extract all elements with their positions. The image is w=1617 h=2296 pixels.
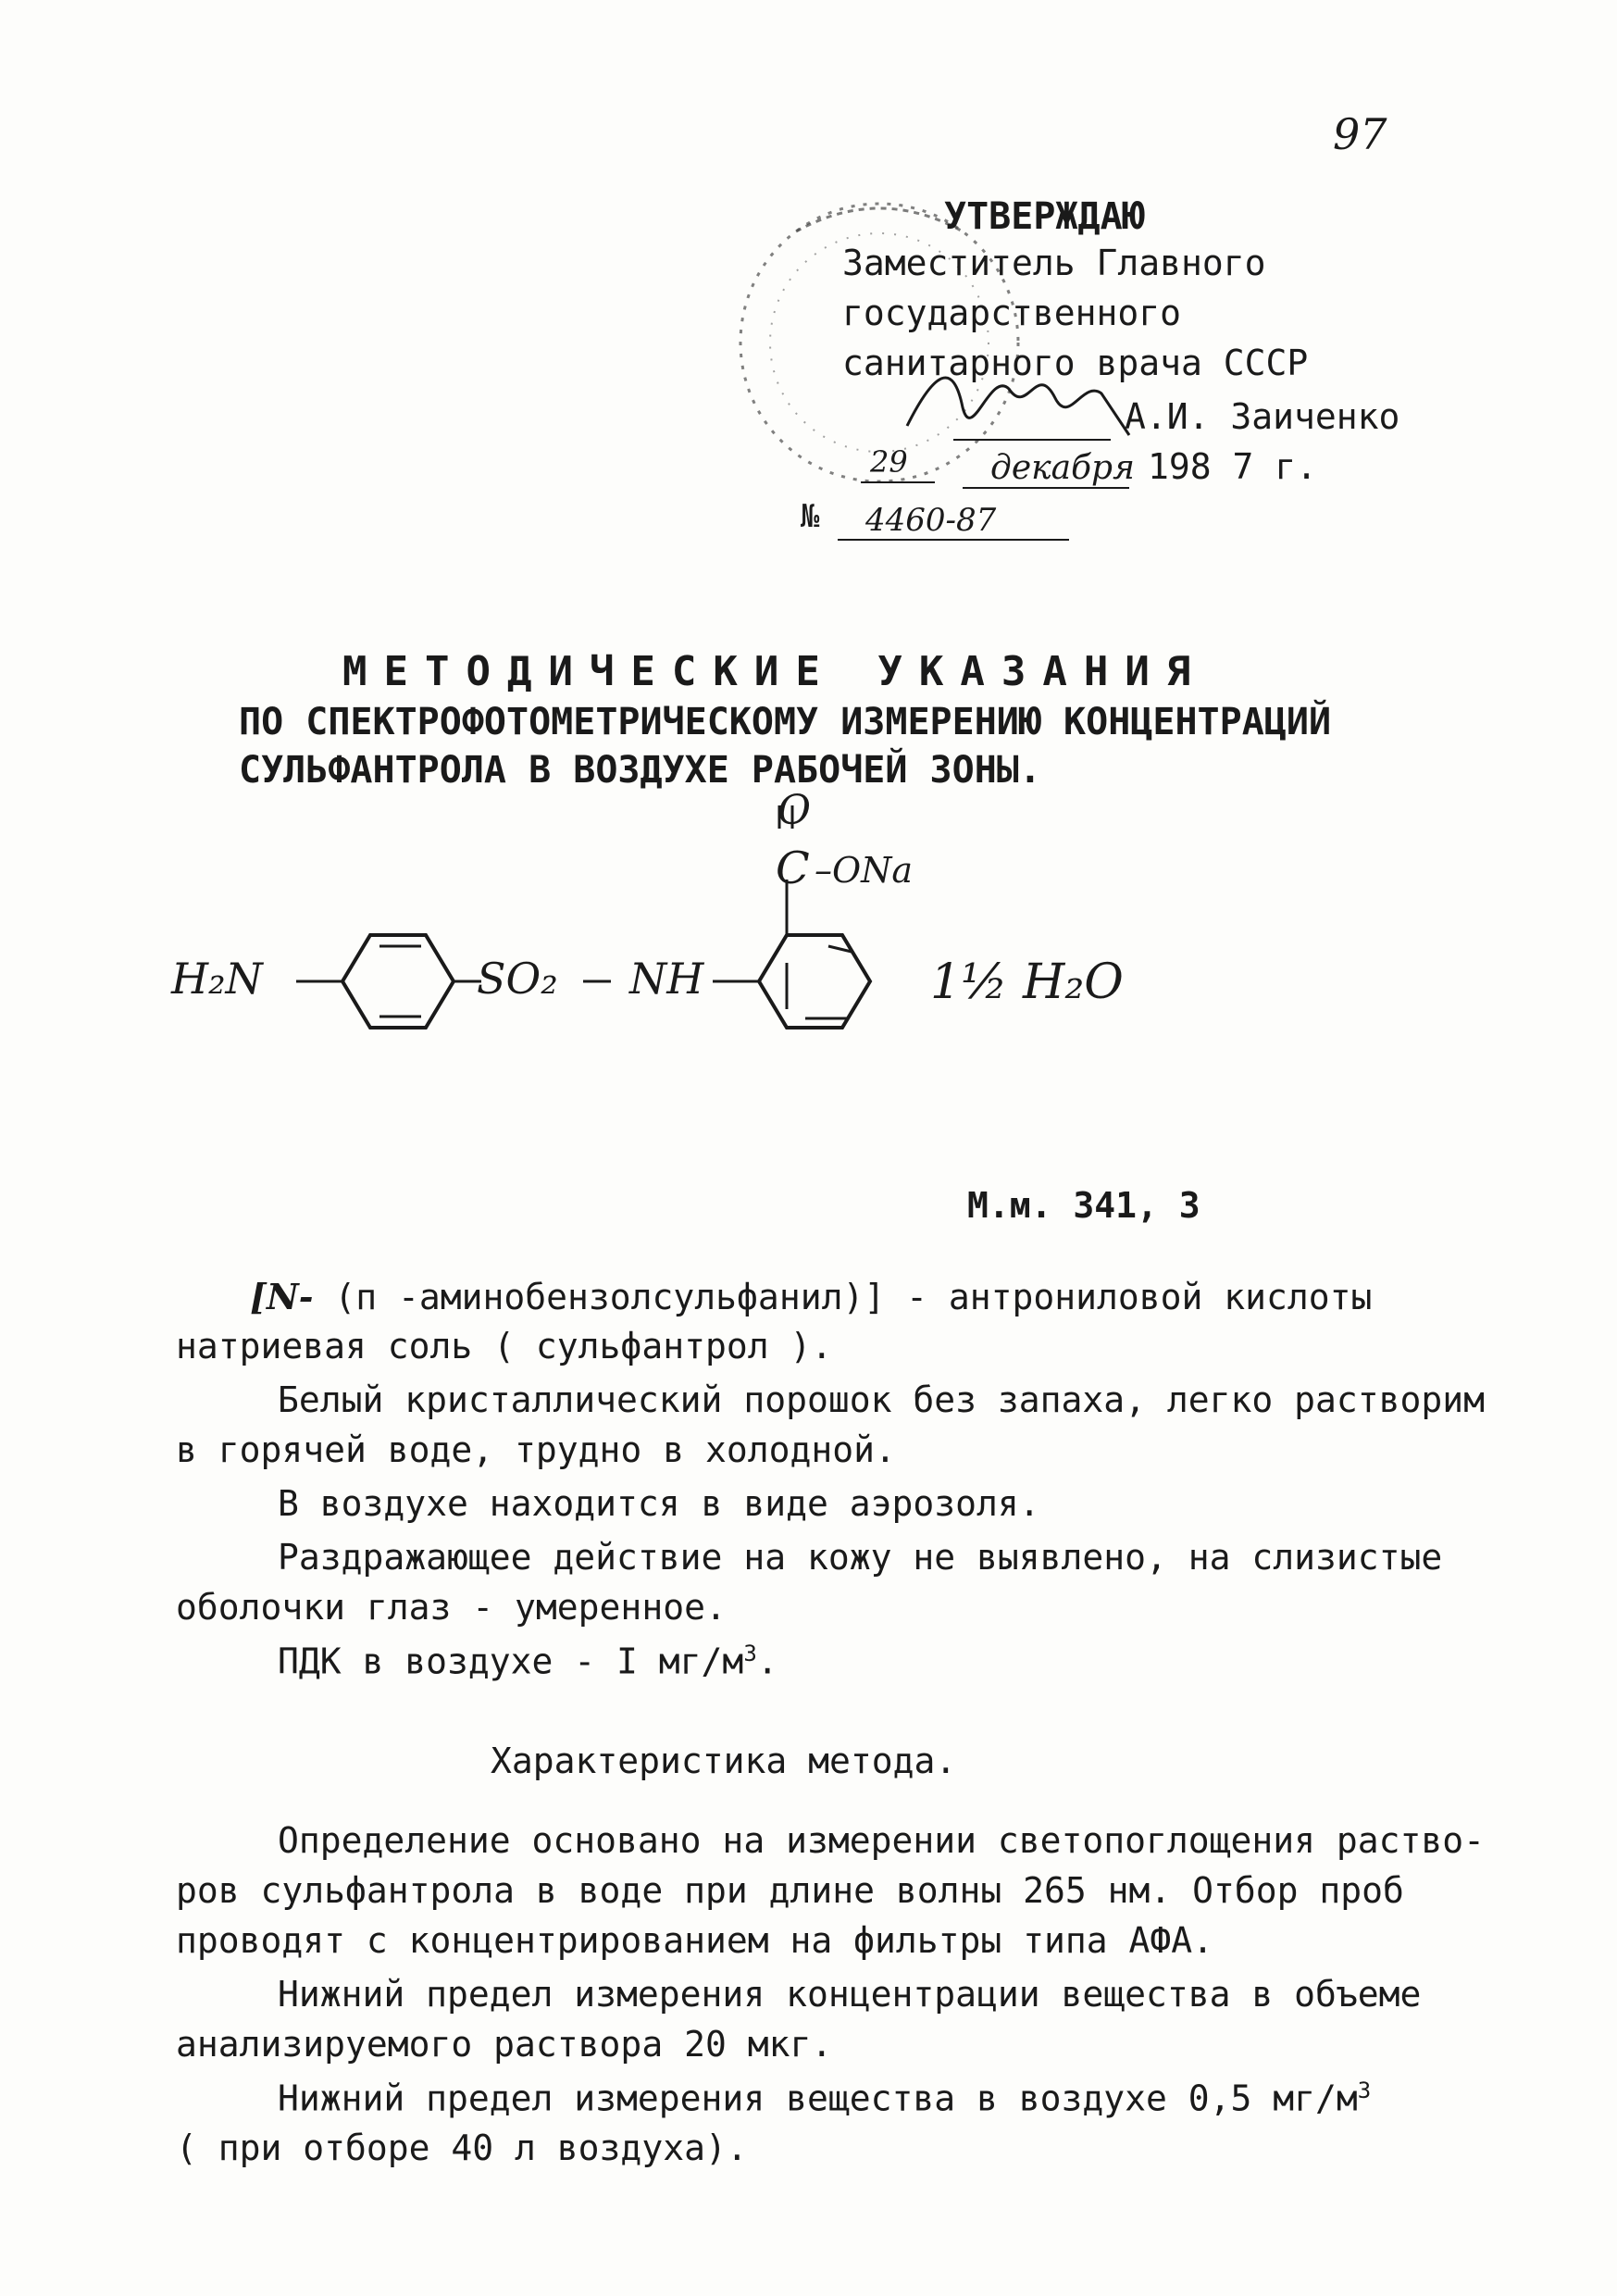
approval-line-3: санитарного врача СССР <box>842 343 1309 383</box>
signature-icon <box>898 352 1138 454</box>
method-paragraph-1-line-2: ров сульфантрола в воде при длине волны 265 нм. Отбор проб <box>176 1870 1404 1911</box>
formula-carboxyl-c: C <box>776 842 810 894</box>
paragraph-1-line-2: натриевая соль ( сульфантрол ). <box>176 1326 833 1366</box>
paragraph-4-line-2: оболочки глаз - умеренное. <box>176 1587 727 1628</box>
approval-line-2: государственного <box>842 293 1182 333</box>
formula-nh: NH <box>629 954 704 1004</box>
molar-mass: М.м. 341, 3 <box>967 1185 1200 1226</box>
approval-number: 4460-87 <box>865 502 997 539</box>
formula-prefix: [N- <box>250 1276 314 1317</box>
document-subtitle-line-2: СУЛЬФАНТРОЛА В ВОЗДУХЕ РАБОЧЕЙ ЗОНЫ. <box>239 749 1041 792</box>
approval-line-1: Заместитель Главного <box>842 243 1266 283</box>
formula-carbonyl-o: O <box>777 787 812 834</box>
paragraph-5 <box>278 1641 778 1683</box>
approval-date-day: 29 <box>870 444 908 480</box>
method-paragraph-3-line-2: ( при отборе 40 л воздуха). <box>176 2128 748 2168</box>
approval-date-month: декабря <box>990 449 1135 487</box>
approval-number-prefix: № <box>801 498 820 535</box>
method-paragraph-1-line-3: проводят с концентрированием на фильтры типа АФА. <box>176 1920 1214 1961</box>
formula-hydrate: 1½ H₂O <box>930 955 1124 1010</box>
pdk-end: . <box>756 1641 778 1682</box>
paragraph-3: В воздухе находится в виде аэрозоля. <box>278 1483 1040 1524</box>
formula-amine: H₂N <box>171 954 263 1004</box>
page-number: 97 <box>1333 109 1387 159</box>
method-paragraph-2-line-2: анализируемого раствора 20 мкг. <box>176 2024 833 2065</box>
paragraph-1-line-1-text: (п -аминобензолсульфанил)] - антрониловой кислоты <box>313 1277 1373 1317</box>
method-paragraph-1-line-1: Определение основано на измерении светопоглощения раство- <box>278 1820 1486 1861</box>
paragraph-1-line-1 <box>250 1276 1372 1319</box>
formula-ona: –ONa <box>815 850 914 891</box>
method-paragraph-3-line-1 <box>278 2078 1371 2120</box>
pdk-text: ПДК в воздухе - I мг/м <box>278 1641 744 1682</box>
method-3-superscript: 3 <box>1357 2078 1372 2103</box>
section-heading: Характеристика метода. <box>491 1741 957 1781</box>
method-paragraph-2-line-1: Нижний предел измерения концентрации вещества в объеме <box>278 1974 1422 2015</box>
pdk-superscript: 3 <box>743 1641 757 1666</box>
approval-date-year: 198 7 г. <box>1148 446 1318 487</box>
approval-name: А.И. Заиченко <box>1125 396 1400 437</box>
paragraph-2-line-1: Белый кристаллический порошок без запаха, легко растворим <box>278 1379 1486 1420</box>
approval-heading: УТВЕРЖДАЮ <box>944 195 1145 238</box>
paragraph-4-line-1: Раздражающее действие на кожу не выявлено, на слизистые <box>278 1537 1443 1578</box>
document-title: МЕТОДИЧЕСКИЕ УКАЗАНИЯ <box>342 648 1208 695</box>
document-subtitle-line-1: ПО СПЕКТРОФОТОМЕТРИЧЕСКОМУ ИЗМЕРЕНИЮ КОНЦЕНТРАЦИЙ <box>239 701 1332 743</box>
method-3-text: Нижний предел измерения вещества в воздухе 0,5 мг/м <box>278 2078 1358 2119</box>
paragraph-2-line-2: в горячей воде, трудно в холодной. <box>176 1429 896 1470</box>
formula-so2: SO₂ <box>477 954 558 1004</box>
